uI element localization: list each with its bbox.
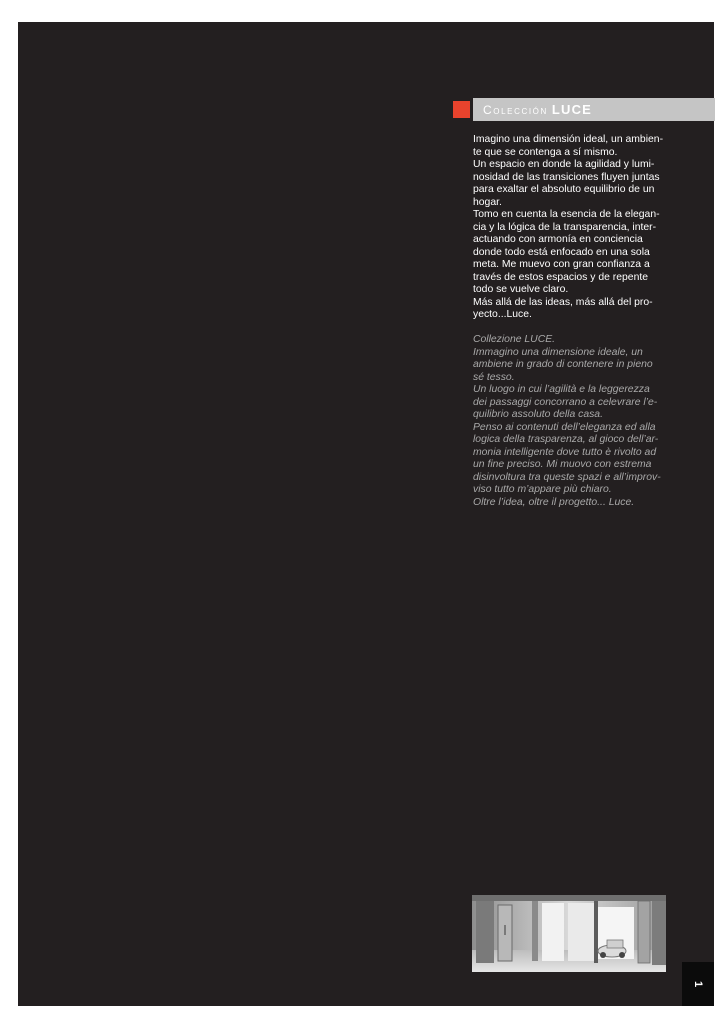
spanish-paragraph (473, 134, 673, 322)
title-prefix: Colección (483, 103, 548, 117)
text-line: viso tutto m’appare più chiaro. (473, 484, 612, 495)
text-line: yecto...Luce. (473, 309, 532, 320)
text-line: Tomo en cuenta la esencia de la elegan- (473, 209, 660, 220)
text-line: cia y la lógica de la transparencia, inter- (473, 221, 657, 233)
text-line: hogar. (473, 196, 502, 208)
interior-photo-illustration (472, 895, 666, 972)
text-line: Más allá de las ideas, más allá del pro- (473, 296, 653, 308)
text-line: meta. Me muevo con gran confianza a (473, 259, 650, 270)
page-number: 1 (692, 980, 704, 988)
text-line: Collezione LUCE. (473, 334, 556, 345)
text-line: nosidad de las transiciones fluyen juntas (473, 171, 660, 183)
text-line: sé tesso. (473, 371, 515, 383)
text-line: todo se vuelve claro. (473, 284, 569, 295)
accent-square (453, 101, 470, 118)
text-line: logica della trasparenza, al gioco dell’ar- (473, 434, 659, 445)
text-line: Oltre l’idea, oltre il progetto... Luce. (473, 496, 635, 508)
text-line: Immagino una dimensione ideale, un (473, 346, 643, 358)
italian-paragraph (473, 334, 673, 509)
text-line: ambiene in grado di contenere in pieno (473, 359, 653, 370)
text-line: Un espacio en donde la agilidad y lumi- (473, 159, 655, 170)
text-line: donde todo está enfocado en una sola (473, 246, 650, 258)
text-line: disinvoltura tra queste spazi e all’improv- (473, 471, 661, 483)
text-line: te que se contenga a sí mismo. (473, 146, 618, 158)
text-line: Un luogo in cui l’agilità e la leggerezza (473, 384, 650, 395)
text-line: actuando con armonía en conciencia (473, 234, 643, 245)
title-collection-name: LUCE (551, 102, 593, 117)
interior-photo (472, 895, 666, 972)
text-line: para exaltar el absoluto equilibrio de un (473, 184, 655, 195)
text-line: través de estos espacios y de repente (473, 271, 649, 283)
text-line: Imagino una dimensión ideal, un ambien- (473, 134, 664, 145)
text-line: Penso ai contenuti dell’eleganza ed alla (473, 421, 656, 433)
text-line: quilibrio assoluto della casa. (473, 409, 603, 420)
text-line: monia intelligente dove tutto è rivolto ad (473, 446, 657, 458)
collection-title-bar (473, 98, 715, 121)
body-text (473, 134, 673, 509)
text-line: un fine preciso. Mi muovo con estrema (473, 459, 652, 470)
text-line: dei passaggi concorrano a celevrare l’e- (473, 396, 658, 408)
page-number-tab (682, 962, 714, 1006)
